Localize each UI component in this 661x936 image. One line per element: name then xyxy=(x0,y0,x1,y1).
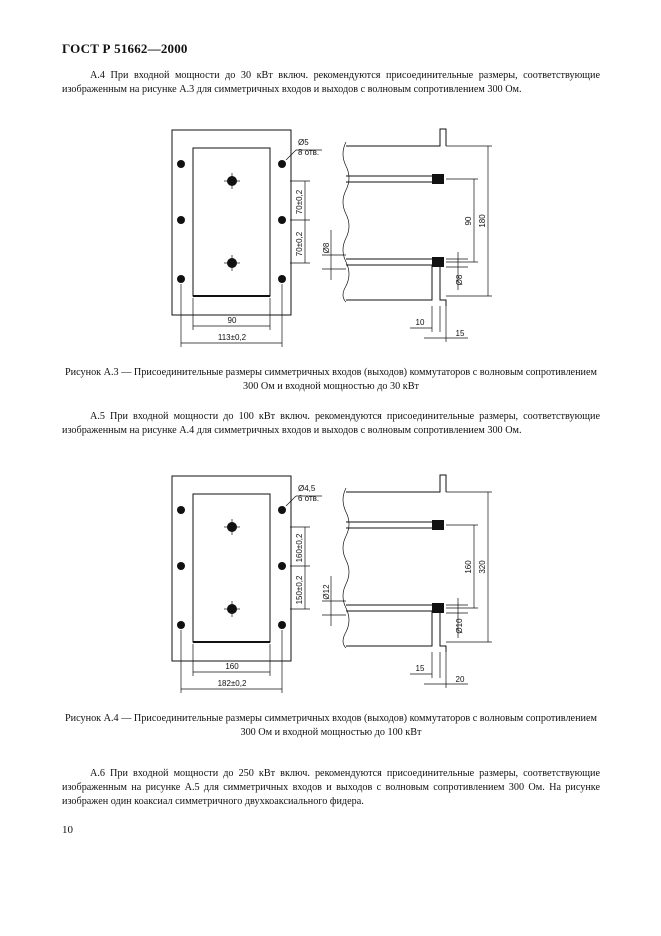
side-bottom-flange xyxy=(346,265,446,306)
pitch-bottom-label: 150±0,2 xyxy=(295,575,304,605)
side-bottom-flange xyxy=(346,611,446,652)
flange-outline xyxy=(172,130,291,315)
break-line xyxy=(343,142,349,302)
page-number: 10 xyxy=(62,824,73,836)
dim-outer-height-label: 320 xyxy=(478,560,487,574)
dim-bottom-left-label: 15 xyxy=(415,664,425,673)
contact-terminals xyxy=(224,519,240,617)
upper-conductor-tip xyxy=(432,174,444,184)
paragraph-a6 xyxy=(62,767,600,809)
insulator-plate xyxy=(193,494,270,642)
document-header: ГОСТ Р 51662—2000 xyxy=(62,41,188,56)
outer-width-label: 182±0,2 xyxy=(217,679,247,688)
break-line xyxy=(343,488,349,648)
right-diameter-label: Ø8 xyxy=(455,274,464,286)
dim-bottom-right-label: 20 xyxy=(455,675,465,684)
caption-figure-a3: Рисунок А.3 — Присоединительные размеры симметричных входов (выходов) коммутаторов с волновым сопротивлением 300 Ом и входной мощностью до 30 кВт xyxy=(65,367,597,392)
inner-width-label: 160 xyxy=(225,662,239,671)
hole-count-label: 6 отв. xyxy=(298,494,320,503)
dim-bottom-right-label: 15 xyxy=(455,329,465,338)
contact-terminals xyxy=(224,173,240,271)
left-diameter-label: Ø8 xyxy=(322,242,331,254)
paragraph-a6-text: А.6 При входной мощности до 250 кВт включ. рекомендуются присоединительные размеры, соответствующие изображенным на рисунке А.5 для симметричных входов и выходов с волновым сопротивлением 300 Ом. На рисунке изображен один коаксиал симметричного двухкоаксиального фидера. xyxy=(62,768,600,807)
pitch-top-label: 70±0,2 xyxy=(295,189,304,215)
insulator-plate xyxy=(193,148,270,296)
dim-outer-height-label: 180 xyxy=(478,214,487,228)
inner-width-label: 90 xyxy=(227,316,237,325)
dim-inner-height-label: 90 xyxy=(464,216,473,226)
side-top-flange xyxy=(346,129,446,146)
hole-count-label: 8 отв. xyxy=(298,148,320,157)
paragraph-a5 xyxy=(62,410,600,438)
pitch-top-label: 160±0,2 xyxy=(295,533,304,563)
dim-bottom-left-label: 10 xyxy=(415,318,425,327)
upper-conductor-tip xyxy=(432,520,444,530)
figure-a4-drawing xyxy=(0,466,661,701)
dim-inner-height-label: 160 xyxy=(464,560,473,574)
side-top-flange xyxy=(346,475,446,492)
hole-diameter-label: Ø4,5 xyxy=(298,484,316,493)
pitch-bottom-label: 70±0,2 xyxy=(295,231,304,257)
paragraph-a4-text: А.4 При входной мощности до 30 кВт включ. рекомендуются присоединительные размеры, соответствующие изображенным на рисунке А.3 для симметричных входов и выходов с волновым сопротивлением 300 Ом. xyxy=(62,70,600,95)
left-diameter-label: Ø12 xyxy=(322,584,331,600)
paragraph-a4 xyxy=(62,69,600,97)
outer-width-label: 113±0,2 xyxy=(217,333,247,342)
paragraph-a5-text: А.5 При входной мощности до 100 кВт включ. рекомендуются присоединительные размеры, соответствующие изображенным на рисунке А.4 для симметричных входов и выходов с волновым сопротивлением 300 Ом. xyxy=(62,411,600,436)
right-diameter-label: Ø10 xyxy=(455,618,464,634)
figure-a3-drawing xyxy=(0,120,661,355)
hole-diameter-label: Ø5 xyxy=(298,138,309,147)
flange-outline xyxy=(172,476,291,661)
caption-figure-a4: Рисунок А.4 — Присоединительные размеры симметричных входов (выходов) коммутаторов с волновым сопротивлением 300 Ом и входной мощностью до 100 кВт xyxy=(65,713,597,738)
